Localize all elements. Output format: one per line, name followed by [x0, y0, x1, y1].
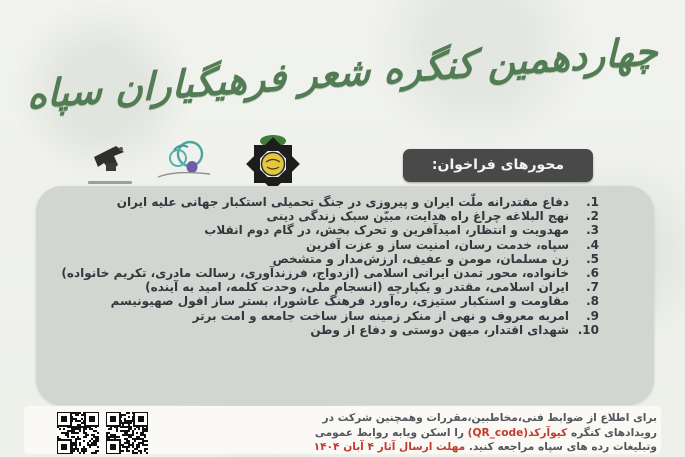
footer-bar: [24, 406, 661, 454]
qr-code-icon: [106, 412, 146, 452]
topic-item: [50, 309, 599, 323]
sepah-star-emblem-logo-icon: [242, 131, 304, 193]
call-topics-label: محورهای فراخوان:: [403, 149, 593, 182]
footer-line-1: برای اطلاع از ضوابط فنی،مخاطبین،مقررات وهمچنین شرکت در: [322, 412, 657, 424]
topic-number: 2.: [586, 209, 599, 224]
topic-item: [50, 238, 599, 252]
topic-text: دفاع مقتدرانه ملّت ایران و پیروزی در جنگ تحمیلی استکبار جهانی علیه ایران: [116, 195, 569, 209]
qr-code-icon: [57, 412, 97, 452]
topic-item: [50, 323, 599, 337]
topic-text: مهدویت و انتظار، امیدآفرین و تحرک بخش، در گام دوم انقلاب: [204, 223, 569, 238]
topic-number: 7.: [586, 280, 599, 295]
topic-text: مقاومت و استکبار ستیزی، ره‌آورد فرهنگ عاشورا، بستر ساز افول صهیونیسم: [110, 294, 569, 309]
topic-item: [50, 195, 599, 209]
topic-number: 8.: [586, 294, 599, 309]
congress-calligraphy-logo-icon: [150, 137, 218, 187]
topic-item: [50, 223, 599, 237]
topic-text: خانواده، محور تمدن ایرانی اسلامی (ازدواج، فرزندآوری، رسالت مادری، تکریم خانواده): [61, 266, 569, 281]
topic-text: امربه معروف و نهی از منکر زمینه ساز ساخت جامعه و امت برتر: [192, 308, 569, 323]
topic-text: ایران اسلامی، مقتدر و یکپارچه (انسجام ملی، وحدت کلمه، امید به آینده): [145, 280, 569, 295]
topic-item: [50, 266, 599, 280]
topic-text: زن مسلمان، مومن و عفیف، ارزش‌مدار و متشخص: [272, 251, 569, 266]
topic-item: [50, 280, 599, 294]
topic-number: 4.: [586, 237, 599, 252]
topic-number: 6.: [586, 266, 599, 281]
topic-number: 9.: [586, 308, 599, 323]
topic-text: نهج البلاغه چراغ راه هدایت، مبیّن سبک زندگی دینی: [266, 209, 569, 224]
deadline-text: مهلت ارسال آثار ۴ آبان ۱۴۰۴: [313, 441, 466, 454]
topic-text: سپاه، خدمت رسان، امنیت ساز و عزت آفرین: [306, 237, 569, 252]
topics-panel: [36, 186, 654, 405]
logo-caption-line: [88, 181, 132, 184]
topic-number: 5.: [586, 251, 599, 266]
topic-text: شهدای اقتدار، میهن دوستی و دفاع از وطن: [310, 322, 569, 337]
topic-item: [50, 252, 599, 266]
topic-number: 10.: [577, 322, 599, 337]
topic-item: [50, 294, 599, 308]
poster-title: چهاردهمین کنگره شعر فرهیگیاران سپاه: [27, 28, 658, 118]
qr-code-mention: کیوآرکد(QR_code): [467, 426, 568, 439]
footer-text: [227, 411, 657, 455]
topic-number: 1.: [586, 195, 599, 209]
footer-line-2: رویدادهای کنگره کیوآرکد(QR_code) را اسکن ویابه روابط عمومی: [314, 426, 657, 439]
footer-line-3: وتبلیغات رده های سپاه مراجعه کنید. مهلت ارسال آثار ۴ آبان ۱۴۰۴: [313, 441, 657, 454]
topic-number: 3.: [586, 223, 599, 238]
cultural-institute-logo-icon: [84, 141, 136, 189]
topic-item: [50, 209, 599, 223]
